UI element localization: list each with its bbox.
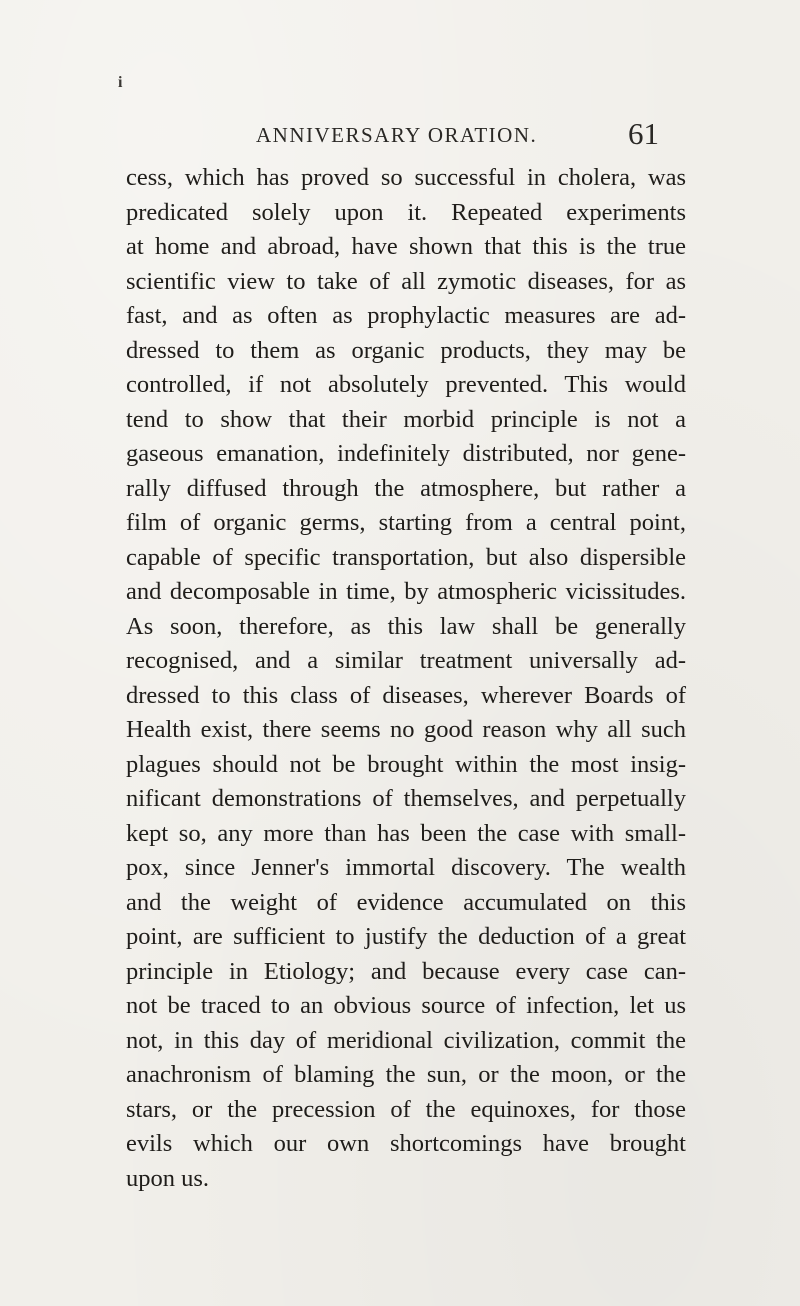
text-line: kept so, any more than has been the case with small- — [126, 819, 686, 847]
text-line: scientific view to take of all zymotic diseases, for as — [126, 267, 686, 295]
text-line: evils which our own shortcomings have brought — [126, 1130, 686, 1157]
text-line: and the weight of evidence accumulated on this — [126, 888, 686, 916]
text-line: principle in Etiology; and because every case can- — [126, 957, 686, 985]
text-line: film of organic germs, starting from a central point, — [126, 509, 686, 536]
page-number: 61 — [628, 116, 659, 151]
text-line: nificant demonstrations of themselves, and perpetually — [126, 785, 686, 812]
text-line: not be traced to an obvious source of infection, let us — [126, 992, 686, 1019]
text-line: recognised, and a similar treatment universally ad- — [126, 647, 686, 674]
text-line: plagues should not be brought within the most insig- — [126, 750, 686, 778]
text-line: predicated solely upon it. Repeated experiments — [126, 198, 686, 226]
text-line: dressed to this class of diseases, wherever Boards of — [126, 681, 686, 709]
text-line: anachronism of blaming the sun, or the moon, or the — [126, 1061, 686, 1088]
text-line: capable of specific transportation, but also dispersible — [126, 543, 686, 571]
text-line: As soon, therefore, as this law shall be generally — [126, 612, 686, 640]
running-head: ANNIVERSARY ORATION. — [256, 123, 538, 147]
text-line: tend to show that their morbid principle is not a — [126, 405, 686, 433]
text-line: at home and abroad, have shown that this is the true — [126, 233, 686, 260]
text-line: controlled, if not absolutely prevented. This would — [126, 371, 686, 398]
text-line: cess, which has proved so successful in cholera, was — [126, 164, 686, 191]
text-line: dressed to them as organic products, they may be — [126, 336, 686, 364]
text-line: stars, or the precession of the equinoxes, for those — [126, 1095, 686, 1123]
text-line: upon us. — [126, 1164, 210, 1192]
text-line: gaseous emanation, indefinitely distributed, nor gene- — [126, 440, 686, 467]
text-line: not, in this day of meridional civilization, commit the — [126, 1026, 686, 1054]
text-line: point, are sufficient to justify the deduction of a great — [126, 923, 686, 950]
text-line: and decomposable in time, by atmospheric vicissitudes. — [126, 578, 686, 605]
text-line: pox, since Jenner's immortal discovery. The wealth — [126, 854, 686, 881]
text-line: rally diffused through the atmosphere, but rather a — [126, 474, 686, 502]
body-paragraph — [126, 161, 686, 1196]
text-line: Health exist, there seems no good reason why all such — [126, 716, 686, 743]
stray-mark: i — [118, 74, 123, 91]
text-line: fast, and as often as prophylactic measures are ad- — [126, 302, 686, 329]
